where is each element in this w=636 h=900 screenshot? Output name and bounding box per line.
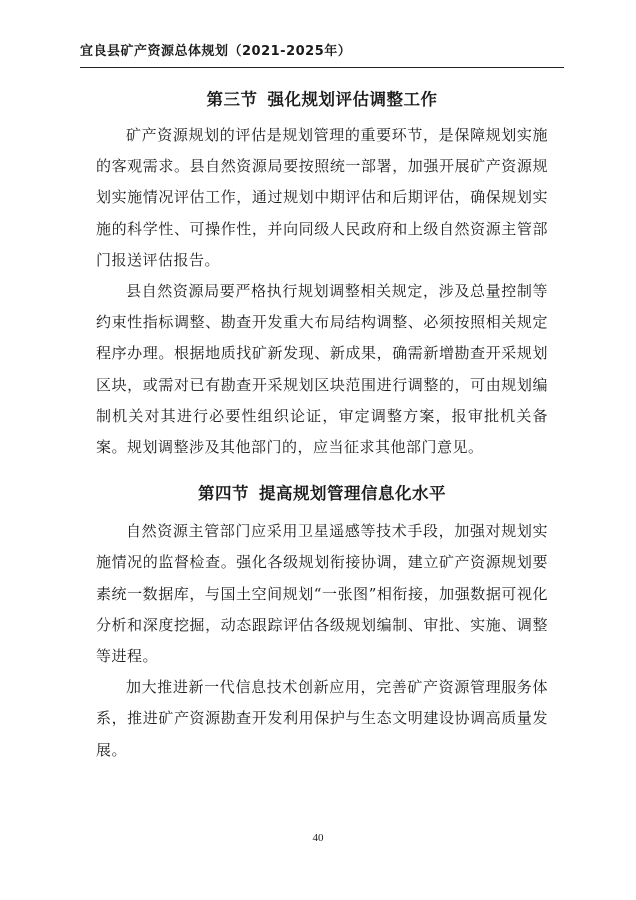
section-3 [96, 84, 548, 463]
paragraph: 矿产资源规划的评估是规划管理的重要环节，是保障规划实施的客观需求。县自然资源局要按照统一部署，加强开展矿产资源规划实施情况评估工作，通过规划中期评估和后期评估，确保规划实施的科学性、可操作性，并向同级人民政府和上级自然资源主管部门报送评估报告。 [96, 126, 548, 269]
section-title: 提高规划管理信息化水平 [259, 484, 446, 504]
paragraph: 自然资源主管部门应采用卫星遥感等技术手段，加强对规划实施情况的监督检查。强化各级规划衔接协调，建立矿产资源规划要素统一数据库，与国土空间规划“一张图”相衔接，加强数据可视化分析和深度挖掘，动态跟踪评估各级规划编制、审批、实施、调整等进程。 [96, 522, 548, 666]
section-heading [96, 84, 548, 116]
section-4 [96, 478, 548, 766]
section-title: 强化规划评估调整工作 [267, 90, 438, 109]
page-number: 40 [312, 832, 324, 844]
section-number: 第三节 [206, 90, 258, 109]
section-heading [96, 478, 548, 510]
header-title: 宜良县矿产资源总体规划（2021-2025年） [80, 44, 352, 59]
page-content [96, 84, 548, 766]
page-header [80, 40, 564, 64]
paragraph: 县自然资源局要严格执行规划调整相关规定，涉及总量控制等约束性指标调整、勘查开发重大布局结构调整、必须按照相关规定程序办理。根据地质找矿新发现、新成果，确需新增勘查开采规划区块，或需对已有勘查开采规划区块范围进行调整的，可由规划编制机关对其进行必要性组织论证，审定调整方案，报审批机关备案。规划调整涉及其他部门的，应当征求其他部门意见。 [96, 282, 548, 457]
header-rule [80, 67, 564, 68]
section-number: 第四节 [198, 484, 249, 504]
paragraph: 加大推进新一代信息技术创新应用，完善矿产资源管理服务体系，推进矿产资源勘查开发利用保护与生态文明建设协调高质量发展。 [96, 678, 548, 759]
